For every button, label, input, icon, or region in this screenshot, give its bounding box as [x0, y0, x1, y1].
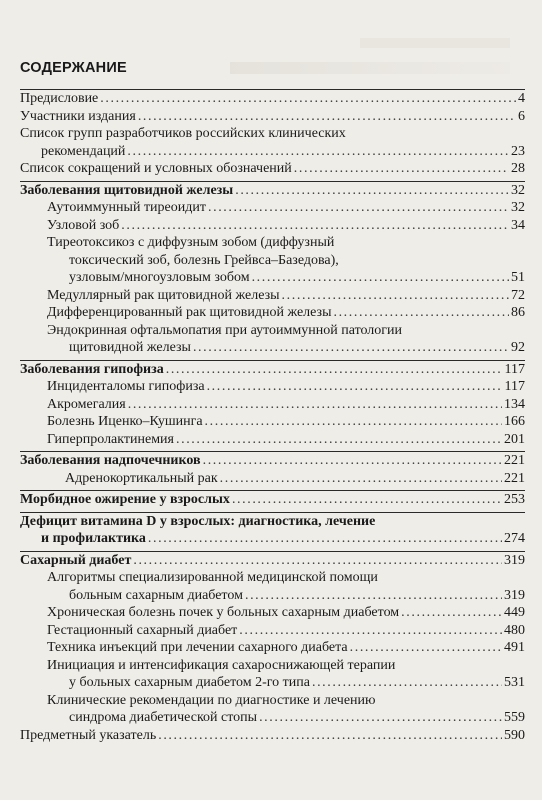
toc-entry-text: Предметный указатель — [20, 727, 157, 743]
toc-leader-dots — [245, 587, 502, 605]
toc-entry-text: Заболевания надпочечников — [20, 453, 201, 468]
toc-entry[interactable] — [20, 604, 525, 622]
toc-entry[interactable] — [20, 396, 525, 414]
toc-entry-text: Узловой зоб — [47, 217, 120, 233]
toc-leader-dots — [350, 639, 502, 657]
toc-leader-dots — [138, 108, 516, 126]
toc-leader-dots — [252, 269, 509, 287]
toc-entry[interactable] — [20, 199, 525, 217]
toc-page-number: 32 — [511, 200, 525, 215]
toc-entry-text: Заболевания гипофиза — [20, 361, 164, 377]
toc-leader-dots — [166, 361, 503, 379]
toc-entry[interactable] — [20, 304, 525, 322]
toc-entry-text: Список сокращений и условных обозначений — [20, 161, 292, 176]
toc-entry-text: токсический зоб, болезнь Грейвса–Базедова), — [69, 252, 339, 268]
toc-entry-text: у больных сахарным диабетом 2-го типа — [69, 675, 310, 690]
toc-page-number: 51 — [511, 270, 525, 285]
toc-leader-dots — [205, 413, 502, 431]
toc-leader-dots — [239, 622, 502, 640]
toc-section-entry[interactable] — [20, 181, 525, 200]
toc-entry-text: и профилактика — [41, 531, 146, 546]
toc-list — [20, 89, 525, 744]
toc-page-number: 92 — [511, 340, 525, 355]
toc-leader-dots — [259, 709, 502, 727]
toc-section-entry[interactable] — [20, 490, 525, 509]
toc-page-number: 72 — [511, 287, 525, 303]
toc-page-number: 319 — [504, 587, 525, 603]
toc-entry[interactable] — [20, 569, 525, 604]
toc-entry[interactable] — [20, 727, 525, 745]
toc-page-number: 531 — [504, 675, 525, 690]
toc-entry[interactable] — [20, 431, 525, 449]
toc-page-number: 491 — [504, 640, 525, 655]
toc-leader-dots — [282, 287, 509, 305]
toc-entry[interactable] — [20, 470, 525, 488]
toc-page-number: 23 — [511, 143, 525, 159]
toc-page-number: 253 — [504, 492, 525, 507]
toc-leader-dots — [208, 199, 509, 217]
toc-page-number: 274 — [504, 531, 525, 546]
toc-page-number: 34 — [511, 217, 525, 233]
page-bleed-decoration — [360, 38, 510, 48]
toc-entry-text: Эндокринная офтальмопатия при аутоиммунной патологии — [47, 322, 403, 338]
toc-entry-text: Болезнь Иценко–Кушинга — [47, 414, 203, 429]
toc-section-entry[interactable] — [20, 360, 525, 379]
toc-section-entry[interactable] — [20, 451, 525, 470]
toc-page-number: 480 — [504, 622, 525, 638]
toc-entry-text: Сахарный диабет — [20, 552, 132, 568]
toc-leader-dots — [312, 674, 502, 692]
toc-entry-text: Гиперпролактинемия — [47, 431, 174, 447]
toc-entry[interactable] — [20, 322, 525, 357]
toc-entry[interactable] — [20, 692, 525, 727]
toc-entry-text: Список групп разработчиков российских клинических — [20, 126, 346, 141]
toc-entry[interactable] — [20, 125, 525, 160]
toc-section-entry[interactable] — [20, 551, 525, 570]
toc-entry-text: Тиреотоксикоз с диффузным зобом (диффузный — [47, 235, 335, 250]
toc-page-number: 134 — [504, 396, 525, 412]
toc-page-number: 117 — [504, 379, 525, 394]
toc-entry-text: больным сахарным диабетом — [69, 587, 243, 603]
toc-entry-text: щитовидной железы — [69, 340, 191, 355]
toc-page-number: 201 — [504, 431, 525, 447]
toc-page-number: 28 — [511, 161, 525, 176]
toc-page-number: 319 — [504, 552, 525, 568]
toc-leader-dots — [203, 452, 502, 470]
toc-entry-text: Гестационный сахарный диабет — [47, 622, 238, 638]
toc-entry[interactable] — [20, 378, 525, 396]
toc-entry[interactable] — [20, 89, 525, 108]
toc-page-number: 559 — [504, 710, 525, 725]
toc-entry[interactable] — [20, 639, 525, 657]
toc-entry-text: Инициация и интенсификация сахароснижающей терапии — [47, 657, 396, 673]
toc-leader-dots — [128, 396, 502, 414]
toc-entry-text: Морбидное ожирение у взрослых — [20, 492, 230, 507]
toc-entry-text: Адренокортикальный рак — [65, 470, 218, 486]
toc-page-number: 449 — [504, 605, 525, 620]
toc-leader-dots — [235, 182, 509, 200]
toc-leader-dots — [401, 604, 502, 622]
toc-entry-text: Предисловие — [20, 91, 99, 106]
toc-entry[interactable] — [20, 217, 525, 235]
toc-leader-dots — [100, 90, 516, 108]
toc-section-entry[interactable] — [20, 512, 525, 548]
toc-entry[interactable] — [20, 108, 525, 126]
toc-page-number: 32 — [511, 182, 525, 198]
table-of-contents — [20, 60, 525, 744]
toc-entry[interactable] — [20, 160, 525, 178]
toc-leader-dots — [176, 431, 502, 449]
toc-entry-text: Хроническая болезнь почек у больных сахарным диабетом — [47, 605, 400, 620]
toc-entry-text: Дифференцированный рак щитовидной железы — [47, 305, 332, 320]
toc-leader-dots — [133, 552, 502, 570]
toc-page-number: 221 — [504, 453, 525, 468]
toc-page-number: 6 — [518, 108, 525, 124]
toc-entry-text: рекомендаций — [41, 143, 126, 159]
toc-entry[interactable] — [20, 234, 525, 287]
toc-leader-dots — [193, 339, 509, 357]
toc-page-number: 590 — [504, 727, 525, 743]
toc-entry-text: Инциденталомы гипофиза — [47, 379, 205, 394]
toc-leader-dots — [207, 378, 503, 396]
toc-leader-dots — [333, 304, 509, 322]
toc-leader-dots — [121, 217, 509, 235]
toc-entry-text: синдрома диабетической стопы — [69, 710, 258, 725]
toc-entry-text: Дефицит витамина D у взрослых: диагностика, лечение — [20, 513, 376, 529]
toc-entry[interactable] — [20, 622, 525, 640]
toc-page-number: 166 — [504, 414, 525, 429]
toc-entry-text: Клинические рекомендации по диагностике и лечению — [47, 692, 376, 708]
toc-leader-dots — [220, 470, 502, 488]
toc-entry-text: Алгоритмы специализированной медицинской помощи — [47, 570, 378, 585]
toc-page-number: 221 — [504, 470, 525, 486]
toc-entry[interactable] — [20, 657, 525, 692]
toc-entry-text: Медуллярный рак щитовидной железы — [47, 287, 280, 303]
toc-entry-text: Акромегалия — [47, 396, 126, 412]
toc-entry[interactable] — [20, 287, 525, 305]
toc-leader-dots — [127, 143, 509, 161]
toc-entry-text: Аутоиммунный тиреоидит — [47, 200, 206, 215]
toc-entry-text: узловым/многоузловым зобом — [69, 270, 250, 285]
toc-leader-dots — [294, 160, 509, 178]
toc-entry[interactable] — [20, 413, 525, 431]
toc-entry-text: Техника инъекций при лечении сахарного диабета — [47, 640, 348, 655]
toc-leader-dots — [232, 491, 502, 509]
toc-leader-dots — [158, 727, 502, 745]
toc-title: СОДЕРЖАНИЕ — [20, 60, 127, 76]
toc-entry-text: Заболевания щитовидной железы — [20, 182, 234, 198]
toc-page-number: 4 — [518, 91, 525, 106]
toc-entry-text: Участники издания — [20, 108, 136, 124]
toc-page-number: 86 — [511, 305, 525, 320]
toc-page-number: 117 — [504, 361, 525, 377]
toc-leader-dots — [148, 530, 502, 548]
